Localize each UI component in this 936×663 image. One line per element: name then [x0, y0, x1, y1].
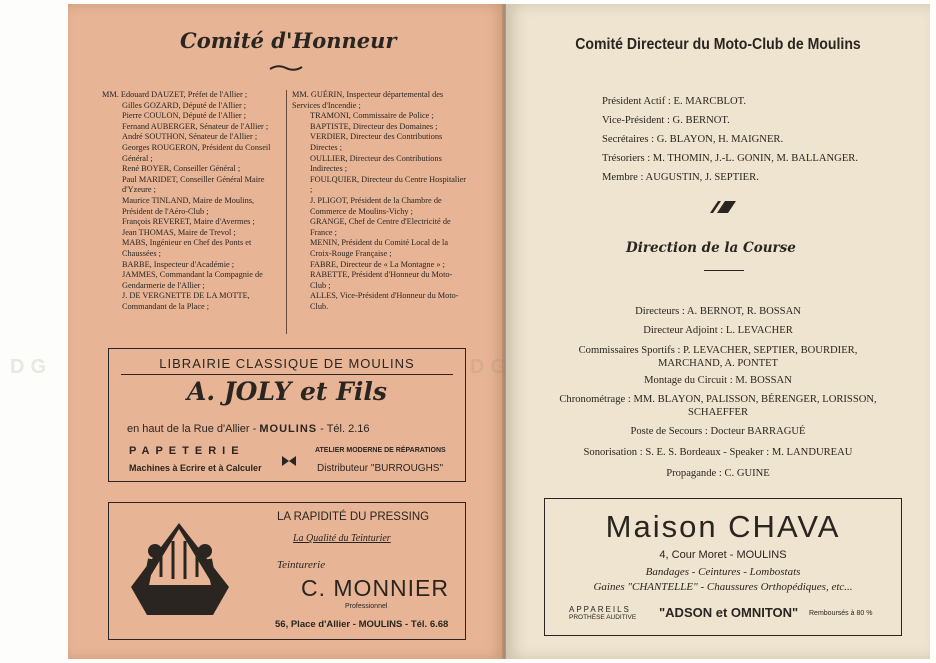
honor-item: GRANGE, Chef de Centre d'Electricité de France ; [310, 217, 451, 237]
honor-item: VERDIER, Directeur des Contributions Directes ; [310, 132, 443, 152]
watermark: DG [10, 356, 52, 378]
committee-item: Membre : AUGUSTIN, J. SEPTIER. [602, 172, 759, 183]
course-item: Sonorisation : S. E. S. Bordeaux - Speaker : M. LANDUREAU [583, 447, 853, 459]
ad-chava-remb: Remboursés à 80 % [809, 610, 873, 617]
honor-item: FABRE, Directeur de « La Montagne » ; [310, 259, 445, 269]
course-item: Montage du Circuit : M. BOSSAN [644, 374, 792, 386]
honor-item: André SOUTHON, Sénateur de l'Allier ; [122, 132, 258, 142]
dash: - [320, 423, 327, 435]
course-item: Poste de Secours : Docteur BARRAGUÉ [630, 426, 806, 438]
ad-chava-brands: "ADSON et OMNITON" [659, 605, 799, 620]
ad-monnier-role: Professionnel [345, 603, 388, 610]
committee-item: Président Actif : E. MARCBLOT. [602, 96, 746, 107]
honor-item: RABETTE, Président d'Honneur du Moto-Club ; [310, 270, 453, 290]
honor-item: TRAMONI, Commissaire de Police ; [310, 111, 434, 121]
title-flourish [268, 64, 304, 72]
club-committee-title: Comité Directeur du Moto-Club de Moulins [575, 36, 861, 53]
ad-joly [108, 348, 466, 482]
honor-item: Maurice TINLAND, Maire de Moulins, Président de l'Aéro-Club ; [122, 195, 255, 216]
honor-item: MABS, Ingénieur en Chef des Ponts et Chaussées ; [122, 238, 252, 258]
ad-chava-line2: Gaines "CHANTELLE" - Chaussures Orthopédiques, etc... [593, 581, 853, 593]
honor-item: MENIN, Président du Comité Local de la Croix-Rouge Française ; [310, 238, 449, 258]
committee-item: Vice-Président : G. BERNOT. [602, 115, 730, 126]
honor-item: René BOYER, Conseiller Général ; [122, 164, 241, 174]
ad-chava-name: Maison CHAVA [605, 509, 841, 544]
ad-chava-prothese: PROTHÈSE AUDITIVE [569, 614, 637, 621]
burroughs-logo-icon [281, 455, 297, 467]
honor-item: François REVERET, Maire d'Avermes ; [122, 217, 255, 227]
honor-item: Fernand AUBERGER, Sénateur de l'Allier ; [122, 121, 269, 131]
ad-chava-address: 4, Cour Moret - MOULINS [659, 549, 787, 561]
pressing-illustration [121, 517, 237, 625]
ad-joly-name: A. JOLY et Fils [187, 377, 387, 406]
honor-item: BARBE, Inspecteur d'Académie ; [122, 259, 235, 269]
honor-item: JAMMES, Commandant la Compagnie de Gendarmerie de l'Allier ; [122, 270, 263, 290]
honor-item: Gilles GOZARD, Député de l'Allier ; [122, 100, 247, 110]
dash: - [252, 423, 260, 435]
ad-chava-line1: Bandages - Ceintures - Lombostats [645, 566, 801, 578]
honor-item: J. DE VERGNETTE DE LA MOTTE, Commandant de la Place ; [122, 291, 250, 311]
honor-list-right [292, 90, 468, 312]
honor-item: J. PLIGOT, Président de la Chambre de Commerce de Moulins-Vichy ; [310, 195, 442, 216]
honor-item: Jean THOMAS, Maire de Trevol ; [122, 227, 236, 237]
honor-item: FOULQUIER, Directeur du Centre Hospitalier ; [310, 174, 466, 195]
left-page [68, 4, 504, 659]
ad-joly-atelier: ATELIER MODERNE DE RÉPARATIONS [315, 447, 446, 454]
committee-list [602, 92, 858, 187]
ad-joly-address: en haut de la Rue d'Allier [127, 423, 250, 435]
ad-joly-phone: Tél. 2.16 [326, 423, 370, 435]
ad-joly-city: MOULINS [259, 423, 318, 435]
honor-item: MM. GUÉRIN, Inspecteur départemental des Services d'Incendie ; [292, 90, 444, 110]
committee-item: Trésoriers : M. THOMIN, J.-L. GONIN, M. BALLANGER. [602, 153, 859, 164]
ad-monnier-headline: LA RAPIDITÉ DU PRESSING [277, 511, 430, 523]
ad-joly-address-line [127, 423, 457, 435]
course-item: Propagande : C. GUINE [666, 467, 770, 479]
course-list [506, 303, 930, 484]
ad-joly-header-rule [121, 374, 453, 375]
honor-item: OULLIER, Directeur des Contributions Indirectes ; [310, 153, 442, 174]
ad-chava-appareils: APPAREILS [569, 605, 631, 614]
watermark: DG [470, 356, 512, 378]
section-rule [704, 270, 744, 271]
ad-joly-papeterie: PAPETERIE [129, 445, 245, 457]
ad-joly-machines: Machines à Ecrire et à Calculer [129, 463, 262, 473]
ad-joly-header: LIBRAIRIE CLASSIQUE DE MOULINS [159, 356, 415, 371]
honor-list-left [102, 90, 282, 312]
right-page [506, 4, 930, 659]
honor-item: Georges ROUGERON, Président du Conseil Général ; [122, 142, 271, 163]
ad-monnier-address: 56, Place d'Allier - MOULINS - Tél. 6.68 [275, 619, 449, 630]
honor-item: BAPTISTE, Directeur des Domaines ; [310, 121, 438, 131]
ornament-icon [709, 200, 737, 214]
committee-item: Secrétaires : G. BLAYON, H. MAIGNER. [602, 134, 784, 145]
honor-item: ALLES, Vice-Président d'Honneur du Moto-Club. [310, 291, 459, 311]
course-item: MARCHAND, A. PONTET [657, 357, 779, 369]
course-direction-title: Direction de la Course [626, 240, 796, 256]
honor-item: MM. Edouard DAUZET, Préfet de l'Allier ; [102, 90, 248, 99]
course-item: Directeur Adjoint : L. LEVACHER [643, 324, 793, 336]
honor-item: Paul MARIDET, Conseiller Général Maire d'Yzeure ; [122, 174, 265, 195]
course-item: SCHAEFFER [687, 407, 749, 419]
ad-monnier-trade: Teinturerie [277, 559, 326, 571]
course-item: Commissaires Sportifs : P. LEVACHER, SEPTIER, BOURDIER, [578, 344, 858, 356]
ad-monnier-tagline: La Qualité du Teinturier [293, 533, 391, 544]
ad-monnier [108, 502, 466, 640]
ad-joly-distributeur: Distributeur "BURROUGHS" [317, 463, 444, 474]
course-item: Chronométrage : MM. BLAYON, PALISSON, BÉRENGER, LORISSON, [559, 394, 877, 406]
ad-chava [544, 498, 902, 636]
honor-committee-title: Comité d'Honneur [180, 28, 397, 53]
honor-item: Pierre COULON, Député de l'Allier ; [122, 111, 247, 121]
column-divider [286, 90, 287, 334]
ad-monnier-name: C. MONNIER [301, 575, 449, 601]
course-item: Directeurs : A. BERNOT, R. BOSSAN [635, 306, 801, 317]
